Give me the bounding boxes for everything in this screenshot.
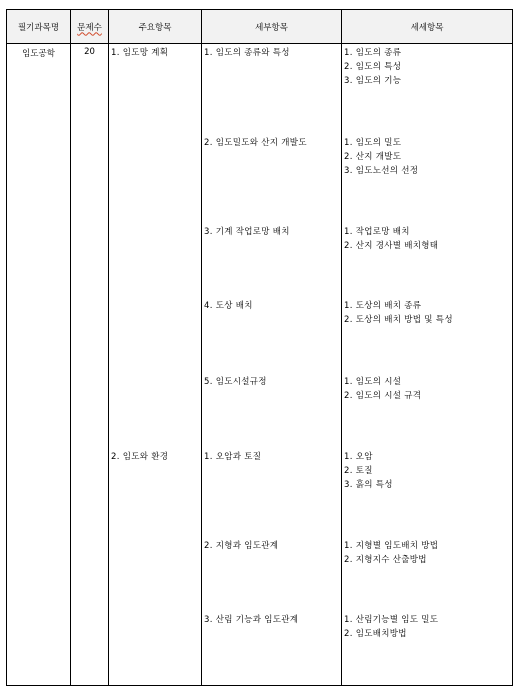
detail-item-1-2: 2. 임도밀도와 산지 개발도: [204, 138, 307, 148]
subdetail-item: 1. 임도의 종류: [344, 48, 402, 58]
header-count: [71, 10, 109, 44]
header-detail: 세부항목: [202, 10, 342, 44]
count-cell: [71, 44, 109, 686]
header-main: 주요항목: [109, 10, 202, 44]
detail-item-2-1: 1. 오암과 토질: [204, 452, 262, 462]
subdetail-item: 2. 임도배치방법: [344, 629, 407, 639]
main-item-2: 2. 임도와 환경: [111, 452, 169, 462]
detail-item-1-4: 4. 도상 배치: [204, 301, 253, 311]
subdetail-item: 3. 임도노선의 선정: [344, 166, 419, 176]
subdetail-item: 3. 임도의 기능: [344, 76, 402, 86]
detail-item-1-5: 5. 임도시설규정: [204, 377, 267, 387]
main-item-1: [111, 46, 168, 58]
subdetail-item: 2. 임도의 특성: [344, 62, 402, 72]
subdetail-item: 1. 임도의 밀도: [344, 138, 402, 148]
subdetail-item: 3. 흙의 특성: [344, 480, 393, 490]
subdetail-group-1-5: [344, 375, 421, 403]
question-count: 20: [84, 47, 95, 57]
subdetail-group-1-4: [344, 299, 453, 327]
detail-item-2-2: 2. 지형과 임도관계: [204, 541, 279, 551]
body-row: [7, 44, 513, 686]
subdetail-group-2-3: [344, 613, 438, 641]
subdetail-group-1-3: [344, 225, 438, 253]
subdetail-item: 2. 토질: [344, 466, 373, 476]
main-item-1-label: 1. 임도망 계획: [111, 48, 169, 58]
subdetail-item: 1. 산림기능별 임도 밀도: [344, 615, 439, 625]
subdetail-item: 1. 임도의 시설: [344, 377, 402, 387]
subject-cell: [7, 44, 71, 686]
detail-items-cell: [202, 44, 342, 686]
subdetail-item: 2. 산지 개발도: [344, 152, 402, 162]
subdetail-group-1-1: [344, 46, 401, 88]
detail-item-1-3: 3. 기계 작업로망 배치: [204, 227, 290, 237]
header-count-label: 문제수: [77, 22, 102, 33]
syllabus-table: [6, 9, 513, 686]
detail-item-2-3: 3. 산림 기능과 임도관계: [204, 615, 299, 625]
subdetail-item: 1. 도상의 배치 종류: [344, 301, 422, 311]
main-items-cell: [109, 44, 202, 686]
detail-item-1-1: 1. 임도의 종류와 특성: [204, 48, 290, 58]
subdetail-group-1-2: [344, 136, 418, 178]
subject-name: 임도공학: [22, 49, 55, 59]
subdetail-group-2-1: [344, 450, 393, 492]
subdetail-items-cell: [342, 44, 513, 686]
header-subdetail: 세세항목: [342, 10, 513, 44]
subdetail-item: 1. 작업로망 배치: [344, 227, 410, 237]
subdetail-item: 2. 지형지수 산출방법: [344, 555, 427, 565]
header-subject: 필기과목명: [7, 10, 71, 44]
subdetail-item: 2. 임도의 시설 규격: [344, 391, 422, 401]
subdetail-item: 1. 오암: [344, 452, 373, 462]
subdetail-item: 1. 지형별 임도배치 방법: [344, 541, 439, 551]
subdetail-item: 2. 도상의 배치 방법 및 특성: [344, 315, 453, 325]
subdetail-item: 2. 산지 경사별 배치형태: [344, 241, 439, 251]
subdetail-group-2-2: [344, 539, 438, 567]
header-row: [7, 10, 513, 44]
